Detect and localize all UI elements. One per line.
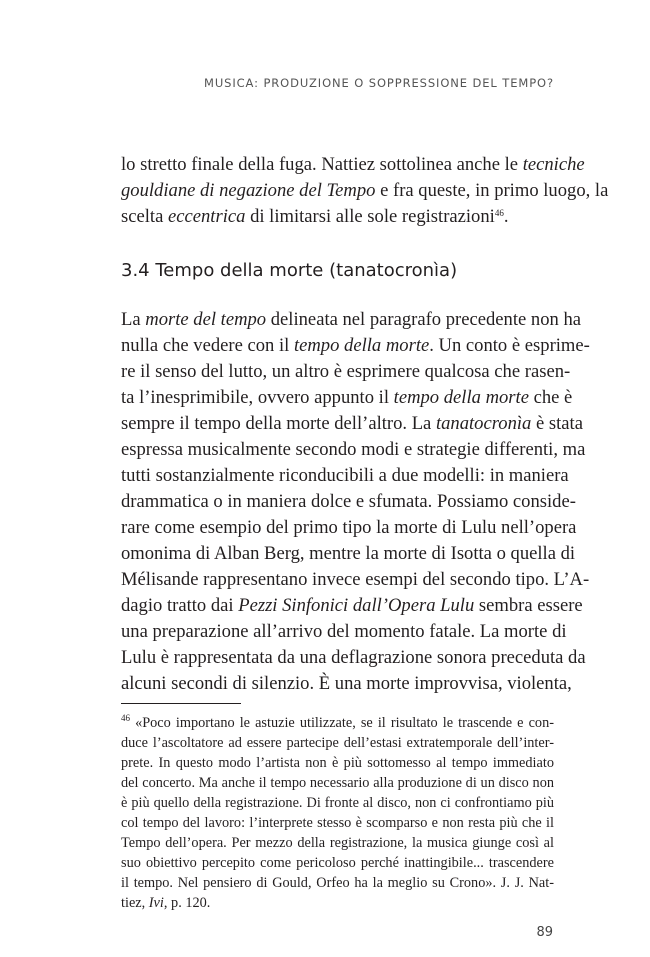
footnote-line-6: col tempo del lavoro: l’interprete stesso è scomparso e non resta più che il [121, 815, 554, 831]
body-line-3: re il senso del lutto, un altro è esprimere qualcosa che rasen- [121, 361, 571, 382]
section-heading: 3.4 Tempo della morte (tanatocronìa) [121, 260, 458, 281]
body-line-14: Lulu è rappresentata da una deflagrazione sonora preceduta da [121, 647, 586, 668]
footnote-line-1: $^{46}$ «Poco importano le astuzie utilizzate, se il risultato le trascende e con- [121, 713, 554, 731]
body-line-12: dagio tratto dai Pezzi Sinfonici dall’Opera Lulu sembra essere [121, 595, 583, 616]
footnote-marker: 46 [121, 713, 130, 723]
footnote-reference[interactable]: 46 [494, 208, 504, 218]
body-line-8: drammatica o in maniera dolce e sfumata. Possiamo conside- [121, 491, 576, 512]
footnote-line-3: prete. In questo modo l’artista non è più sottomesso al tempo immediato [121, 755, 554, 771]
page-number: 89 [536, 925, 553, 940]
body-line-5: sempre il tempo della morte dell’altro. La tanatocronìa è stata [121, 413, 583, 434]
footnote-separator [121, 703, 241, 704]
footnote-line-9: il tempo. Nel pensiero di Gould, Orfeo ha la meglio su Crono». J. J. Nat- [121, 875, 554, 891]
intro-line-2: gouldiane di negazione del Tempo e fra queste, in primo luogo, la [121, 180, 609, 201]
intro-line-1: lo stretto finale della fuga. Nattiez sottolinea anche le tecniche [121, 154, 585, 175]
running-head: MUSICA: PRODUZIONE O SOPPRESSIONE DEL TEMPO? [204, 76, 554, 90]
footnote-line-4: del concerto. Ma anche il tempo necessario alla produzione di un disco non [121, 775, 554, 791]
body-line-1: La morte del tempo delineata nel paragrafo precedente non ha [121, 309, 581, 330]
body-line-2: nulla che vedere con il tempo della morte. Un conto è esprime- [121, 335, 590, 356]
footnote-line-7: Tempo dell’opera. Per mezzo della registrazione, la musica giunge così al [121, 835, 554, 851]
body-line-13: una preparazione all’arrivo del momento fatale. La morte di [121, 621, 567, 642]
body-line-11: Mélisande rappresentano invece esempi del secondo tipo. L’A- [121, 569, 590, 590]
footnote-line-2: duce l’ascoltatore ad essere partecipe dell’estasi extratemporale dell’inter- [121, 735, 554, 751]
body-line-9: rare come esempio del primo tipo la morte di Lulu nell’opera [121, 517, 577, 538]
body-line-15: alcuni secondi di silenzio. È una morte improvvisa, violenta, [121, 673, 572, 694]
body-line-6: espressa musicalmente secondo modi e strategie differenti, ma [121, 439, 586, 460]
body-line-4: ta l’inesprimibile, ovvero appunto il tempo della morte che è [121, 387, 573, 408]
body-line-7: tutti sostanzialmente riconducibili a due modelli: in maniera [121, 465, 569, 486]
footnote-line-8: suo obiettivo percepito come pericoloso perché inattingibile... trascendere [121, 855, 554, 871]
footnote-line-10: tiez, Ivi, p. 120. [121, 895, 211, 911]
body-line-10: omonima di Alban Berg, mentre la morte di Isotta o quella di [121, 543, 576, 564]
intro-line-3: scelta eccentrica di limitarsi alle sole registrazioni$^{46}$. [121, 206, 509, 227]
footnote-line-5: è più quello della registrazione. Di fronte al disco, non ci confrontiamo più [121, 795, 554, 811]
